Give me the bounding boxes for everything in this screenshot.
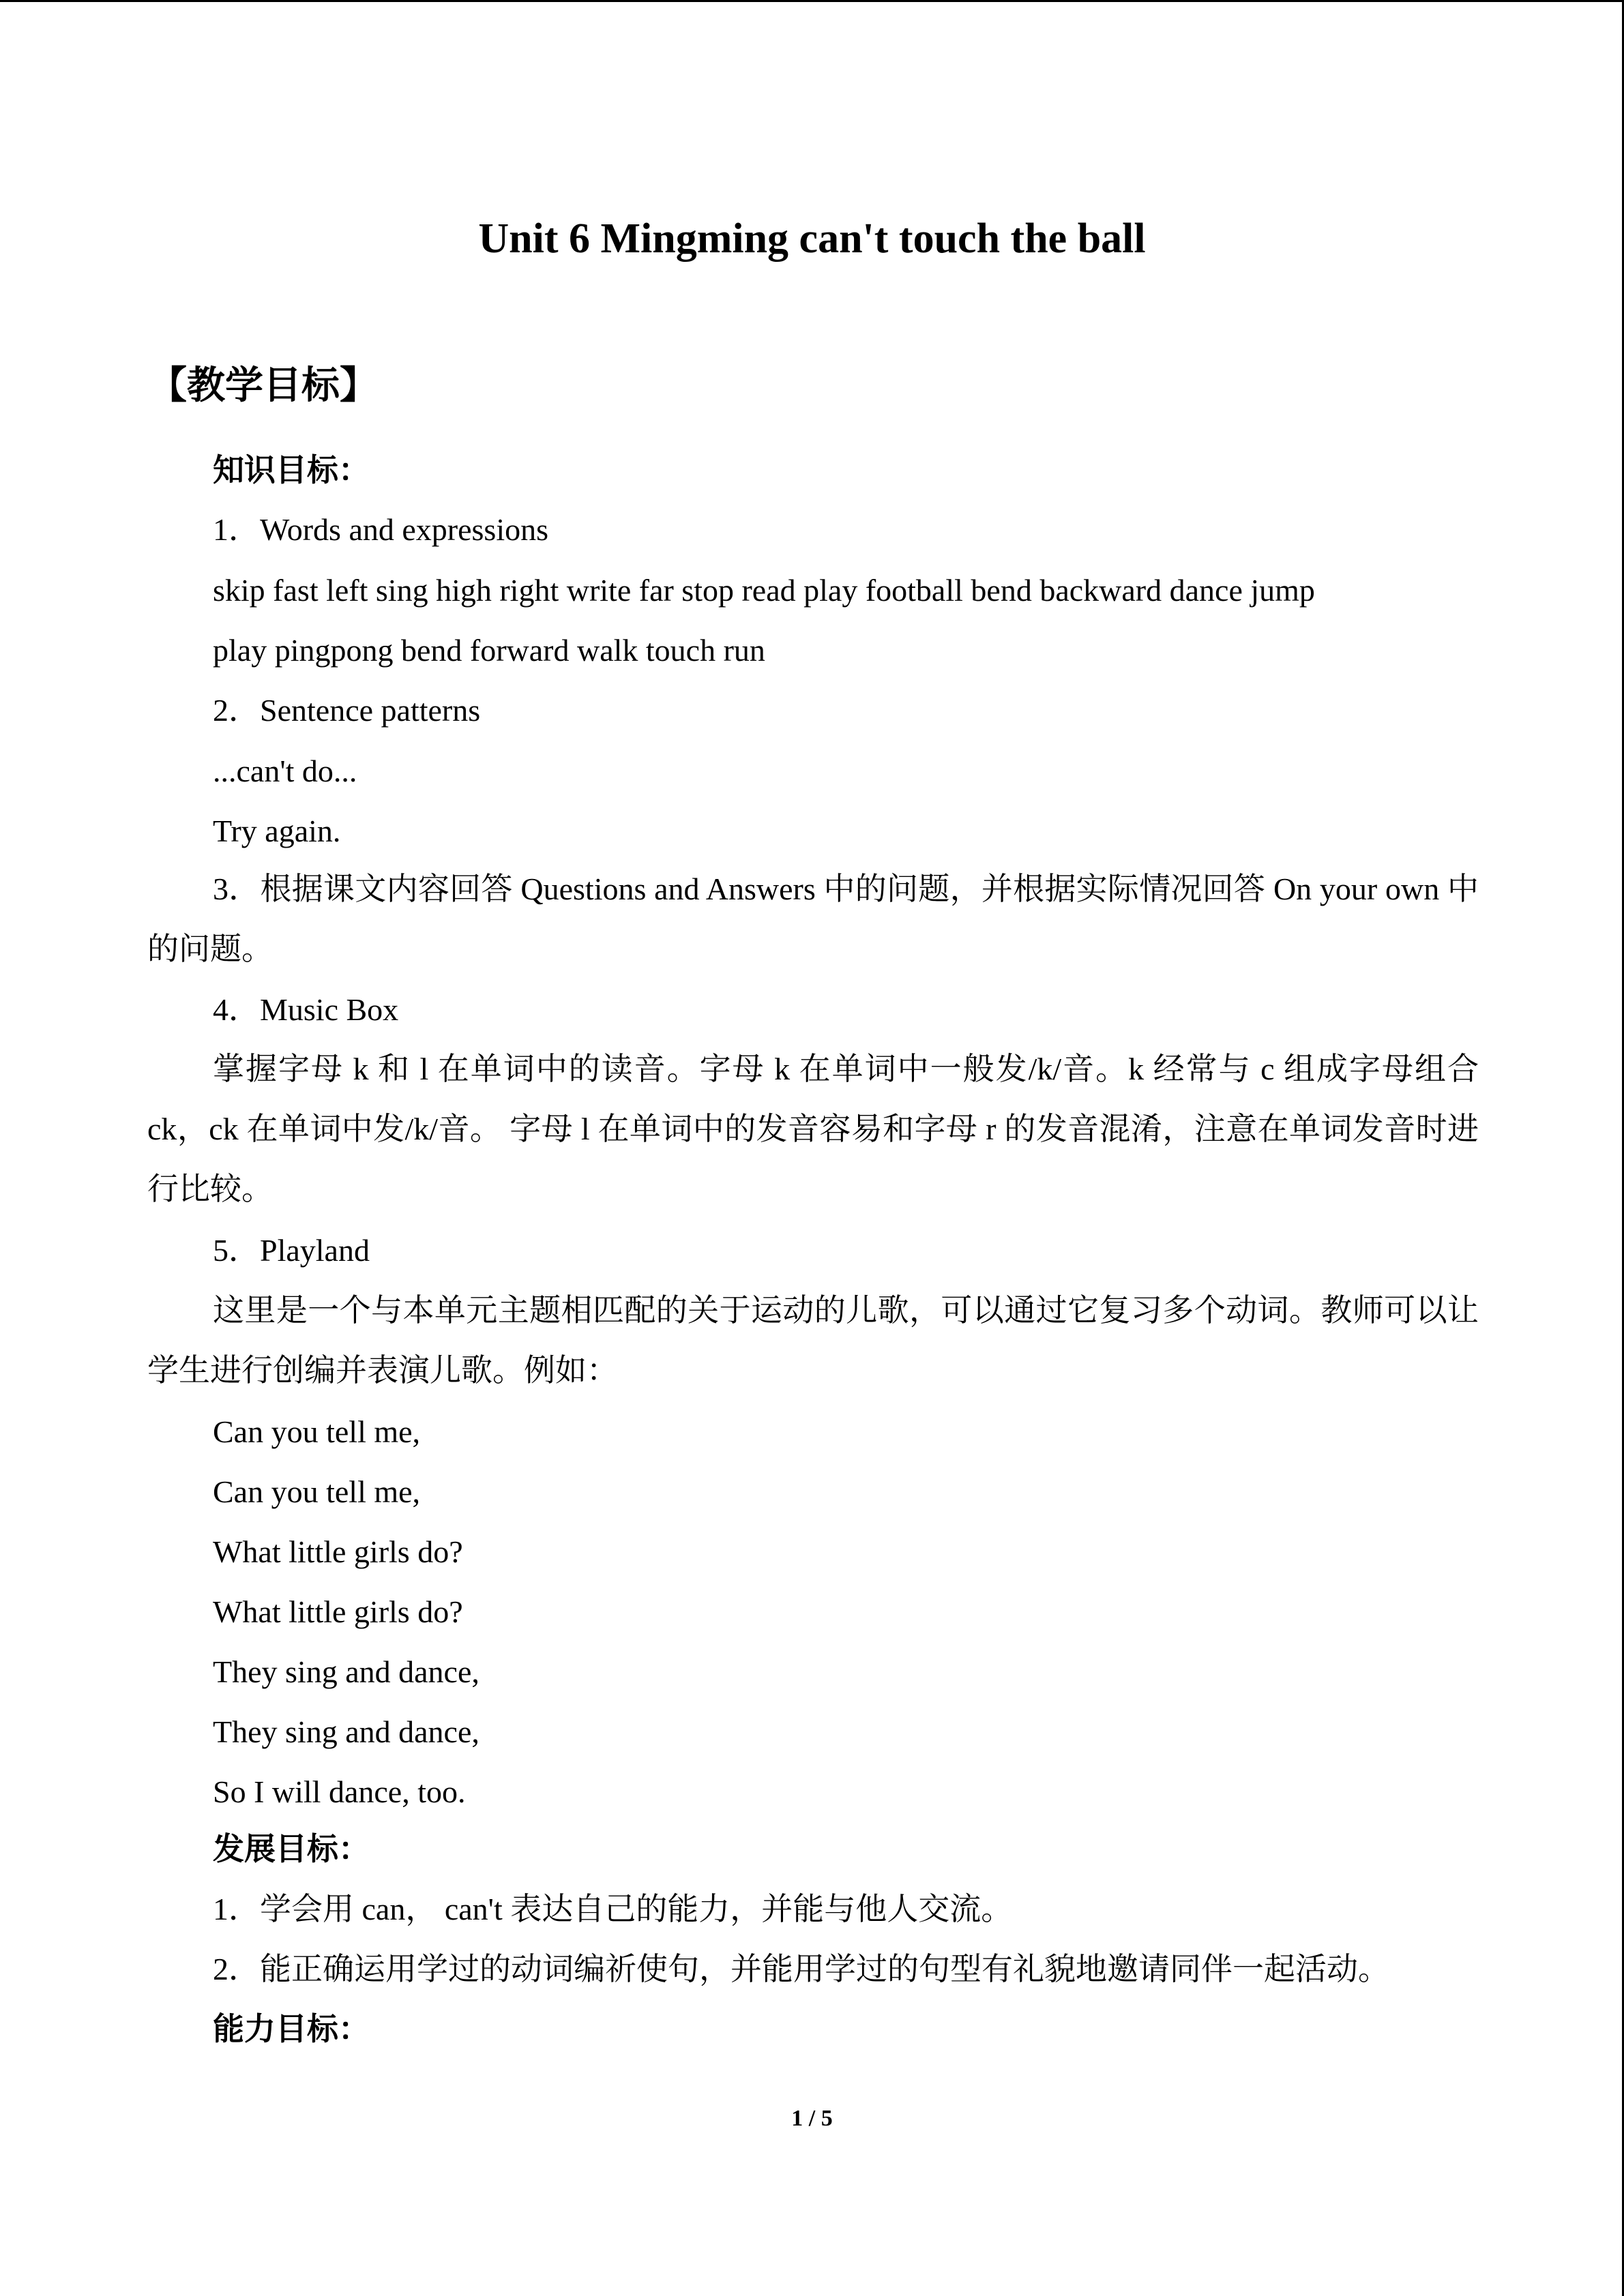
knowledge-goals-heading: 知识目标： — [213, 453, 370, 488]
section-heading-teaching-goals: 【教学目标】 — [149, 365, 378, 407]
song-line: They sing and dance, — [213, 1654, 479, 1689]
page-number: 1 / 5 — [791, 2106, 833, 2131]
sentence-pattern-2: Try again. — [213, 814, 341, 848]
knowledge-item-1: 1．Words and expressions — [213, 512, 549, 547]
knowledge-item-3: 3．根据课文内容回答 Questions and Answers 中的问题，并根据实际情况回答 On your own 中的问题。 — [147, 871, 1479, 966]
knowledge-item-4: 4．Music Box — [213, 992, 399, 1027]
knowledge-item-2: 2．Sentence patterns — [213, 693, 481, 728]
song-line: So I will dance, too. — [213, 1774, 466, 1809]
development-item-2: 2．能正确运用学过的动词编祈使句，并能用学过的句型有礼貌地邀请同伴一起活动。 — [213, 1952, 1389, 1986]
song-line: What little girls do? — [213, 1594, 463, 1629]
song-line: Can you tell me, — [213, 1474, 421, 1509]
document-title: Unit 6 Mingming can't touch the ball — [478, 215, 1146, 262]
development-item-1: 1．学会用 can， can't 表达自己的能力，并能与他人交流。 — [213, 1892, 1013, 1926]
vocabulary-line-2: play pingpong bend forward walk touch run — [213, 633, 765, 668]
knowledge-item-5: 5．Playland — [213, 1233, 370, 1268]
sentence-pattern-1: ...can't do... — [213, 754, 357, 788]
song-line: They sing and dance, — [213, 1714, 479, 1749]
song-line: Can you tell me, — [213, 1414, 421, 1449]
ability-goals-heading: 能力目标： — [213, 2012, 370, 2046]
playland-description: 这里是一个与本单元主题相匹配的关于运动的儿歌，可以通过它复习多个动词。教师可以让学生进行创编并表演儿歌。例如： — [147, 1293, 1479, 1388]
music-box-description: 掌握字母 k 和 l 在单词中的读音。字母 k 在单词中一般发/k/音。k 经常与 c 组成字母组合 ck，ck 在单词中发/k/音。 字母 l 在单词中的发音容易和字母 r 的发音混淆，注意在单词发音时进行比较。 — [147, 1052, 1479, 1206]
song-line: What little girls do? — [213, 1534, 463, 1569]
vocabulary-line-1: skip fast left sing high right write far stop read play football bend backward dance jump — [213, 573, 1315, 608]
development-goals-heading: 发展目标： — [213, 1832, 370, 1866]
